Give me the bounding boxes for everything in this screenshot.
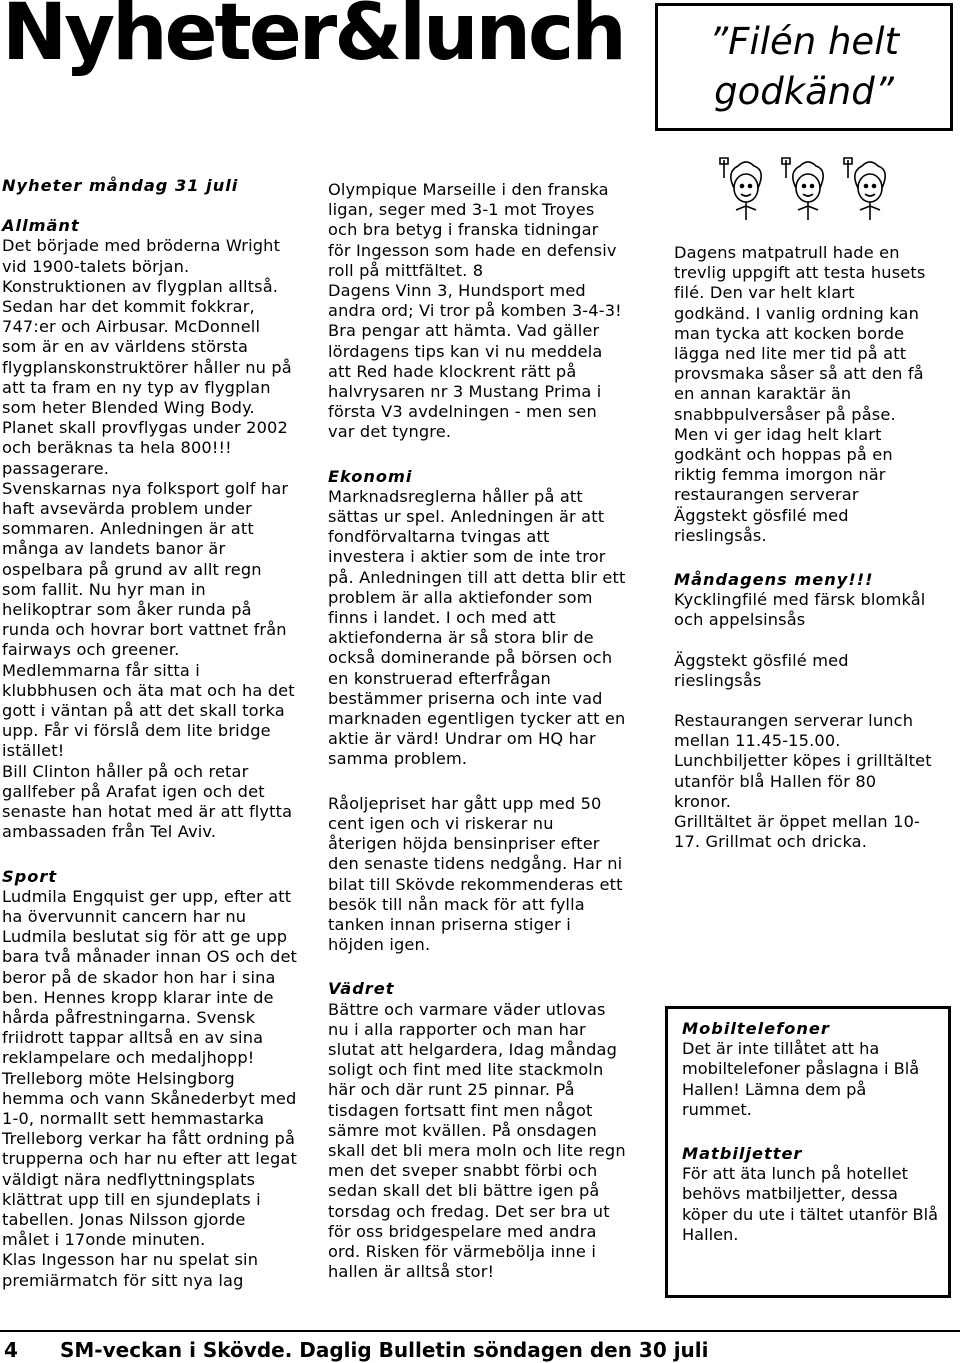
paragraph: Restaurangen serverar lunch mellan 11.45-15.00. Lunchbiljetter köpes i grilltältet utanför blå Hallen för 80 kronor.	[674, 711, 932, 811]
paragraph: Det började med bröderna Wright vid 1900-talets början. Konstruktionen av flygplan alltså. Sedan har det kommit fokkrar, 747:er och Airbusar. McDonnell som är en av världens största flygplanskonstruktörer håller nu på att ta fram en ny typ av flygplan som heter Blended Wing Body. Planet skall provflygas under 2002 och beräknas ta hela 800!!! passagerare.	[2, 236, 292, 478]
info-box	[665, 1006, 951, 1298]
section-heading-vadret: Vädret	[328, 979, 395, 999]
section-heading-sport: Sport	[2, 866, 58, 886]
box-heading-mobil: Mobiltelefoner	[682, 1019, 830, 1038]
section-heading-ekonomi: Ekonomi	[328, 466, 413, 486]
column-middle	[328, 180, 626, 1282]
footer-rule	[0, 1330, 960, 1332]
headline-line-1: ”Filén helt	[709, 20, 899, 63]
paragraph: Bättre och varmare väder utlovas nu i alla rapporter och man har slutat att helgardera, Idag måndag soligt och fint med lite stackmoln här och där runt 25 pinnar. På tisdagen fortsatt fint men något sämre mot kvällen. På onsdagen skall det bli mera moln och lite regn men det sveper snabbt förbi och sedan skall det bli bättre igen på torsdag och fredag. Det ser bra ut för oss bridgespelare med andra ord. Risken för värmebölja inne i hallen är alltså stor!	[328, 999, 626, 1282]
paragraph: Det är inte tillåtet att ha mobiltelefoner påslagna i Blå Hallen! Lämna dem på rummet.	[682, 1039, 920, 1119]
chef-illustration	[712, 148, 912, 228]
menu-item: Äggstekt gösfilé med rieslingsås	[674, 650, 849, 690]
paragraph: Dagens Vinn 3, Hundsport med andra ord; Vi tror på komben 3-4-3! Bra pengar att hämta. Vad gäller lördagens tips kan vi nu meddela att Red hade klockrent rätt på halvrysaren nr 3 Mustang Prima i första V3 avdelningen - men sen var det tyngre.	[328, 281, 622, 442]
paragraph: Klas Ingesson har nu spelat sin premiärmatch för sitt nya lag	[2, 1250, 259, 1290]
section-heading-allmant: Allmänt	[2, 216, 80, 236]
paragraph: Men vi ger idag helt klart godkänt och hoppas på en riktig femma imorgon när restaurangen serverar Äggstekt gösfilé med rieslingsås.	[674, 424, 893, 545]
paragraph: Svenskarnas nya folksport golf har haft avsevärda problem under sommaren. Anledningen är att många av landets banor är ospelbara på grund av allt regn som fallit. Nu hyr man in helikoptrar som åker runda på runda och hovrar bort vattnet från fairways och greener. Medlemmarna får sitta i klubbhusen och äta mat och ha det gott i väntan på att det skall torka upp. Får vi förslå dem lite bridge istället!	[2, 478, 295, 761]
paragraph: Olympique Marseille i den franska ligan, seger med 3-1 mot Troyes och bra betyg i franska tidningar för Ingesson som hade en defensiv roll på mittfältet. 8	[328, 180, 617, 280]
paragraph: För att äta lunch på hotellet behövs matbiljetter, dessa köper du ute i tältet utanför Blå Hallen.	[682, 1164, 939, 1244]
footer	[4, 1338, 709, 1362]
paragraph: Bill Clinton håller på och retar gallfeber på Arafat igen och det senaste han hotat med är att flytta ambassaden från Tel Aviv.	[2, 761, 293, 842]
chef-icon	[782, 158, 823, 220]
headline-line-2: godkänd”	[714, 70, 894, 113]
column-news	[2, 176, 298, 1291]
footer-text: SM-veckan i Skövde. Daglig Bulletin söndagen den 30 juli	[60, 1338, 709, 1362]
date-heading: Nyheter måndag 31 juli	[2, 176, 239, 195]
masthead-title: Nyheter&lunch	[2, 0, 624, 78]
chef-icon	[844, 158, 885, 220]
headline-text	[709, 17, 899, 117]
column-lunch	[674, 243, 934, 852]
box-heading-mat: Matbiljetter	[682, 1144, 803, 1164]
paragraph: Grilltältet är öppet mellan 10-17. Grillmat och dricka.	[674, 812, 921, 852]
chef-icon	[720, 158, 761, 220]
headline-box	[655, 3, 953, 131]
menu-item: Kycklingfilé med färsk blomkål och appelsinsås	[674, 590, 926, 630]
menu-heading: Måndagens meny!!!	[674, 570, 874, 590]
paragraph: Ludmila Engquist ger upp, efter att ha övervunnit cancern har nu Ludmila beslutat sig för att ge upp bara två månader innan OS och det beror på de skador hon har i sina ben. Hennes kropp klarar inte de hårda påfrestningarna. Svensk friidrott tappar alltså en av sina reklampelare och medaljhopp!	[2, 886, 298, 1068]
paragraph: Marknadsreglerna håller på att sättas ur spel. Anledningen är att fondförvaltarna tvingas att investera i aktier som de inte tror på. Anledningen till att detta blir ett problem är alla aktiefonder som finns i landet. I och med att aktiefonderna är så stora blir de också dominerande på börsen och en konstruerad efterfrågan bestämmer priserna och inte vad marknaden egentligen tycker att en aktie är värd! Undrar om HQ har samma problem.	[328, 486, 626, 769]
paragraph: Råoljepriset har gått upp med 50 cent igen och vi riskerar nu återigen höjda bensinpriser efter den senaste tidens nedgång. Har ni bilat till Skövde rekommenderas ett besök till nån mack för att fylla tanken innan priserna stiger i höjden igen.	[328, 793, 623, 955]
paragraph: Trelleborg möte Helsingborg hemma och vann Skånederbyt med 1-0, normallt sett hemmastarka Trelleborg verkar ha fått ordning på trupperna och har nu efter att legat väldigt nära nedflyttningsplats klättrat upp till en sjundeplats i tabellen. Jonas Nilsson gjorde målet i 17onde minuten.	[2, 1068, 297, 1250]
page-number: 4	[4, 1338, 18, 1362]
paragraph: Dagens matpatrull hade en trevlig uppgift att testa husets filé. Den var helt klart godkänd. I vanlig ordning kan man tycka att kocken borde lägga ned lite mer tid på att provsmaka såser så att den få en annan karaktär än snabbpulversåser på påse.	[674, 243, 926, 424]
